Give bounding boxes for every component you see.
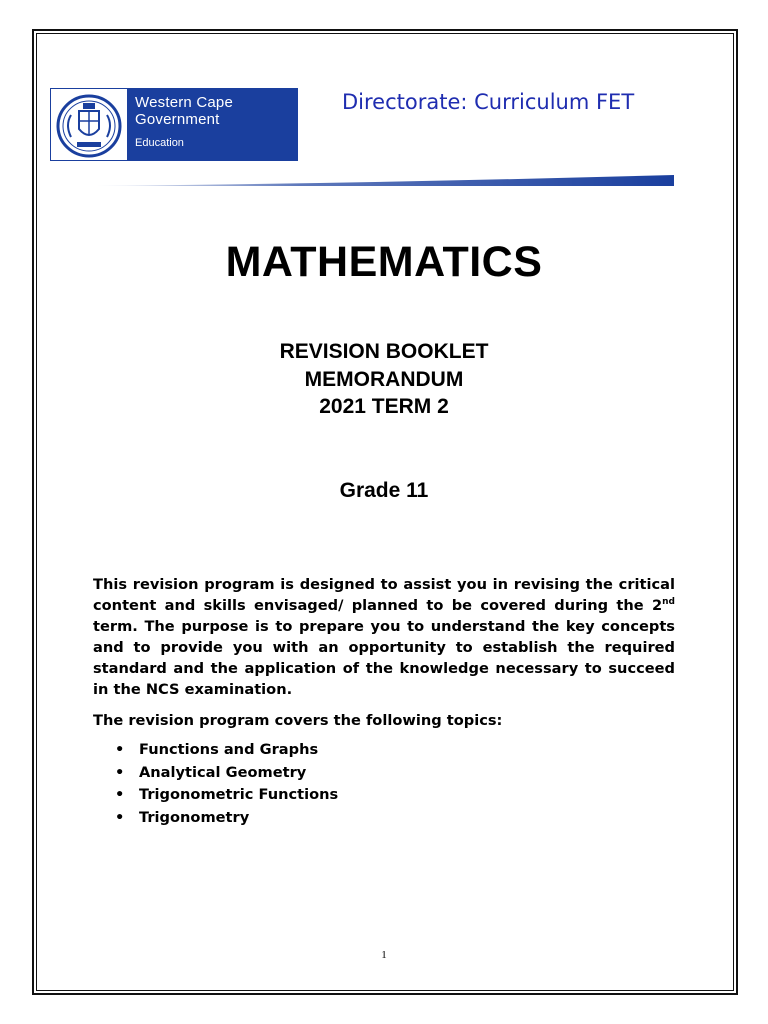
subtitle-revision-booklet: REVISION BOOKLET (279, 340, 489, 363)
topic-label: Functions and Graphs (139, 741, 319, 758)
bullet-icon: • (115, 741, 125, 758)
topic-label: Analytical Geometry (139, 763, 307, 781)
directorate-heading: Directorate: Curriculum FET (342, 90, 635, 114)
page-number: 1 (381, 949, 387, 961)
header-swoosh-divider (96, 172, 676, 188)
list-item (110, 786, 338, 809)
topic-label: Trigonometry (139, 808, 250, 826)
intro-superscript: nd (662, 597, 675, 608)
subtitle-memorandum: MEMORANDUM (304, 368, 464, 391)
intro-paragraph (93, 574, 675, 700)
bullet-icon: • (115, 808, 125, 826)
subtitle-term: 2021 TERM 2 (319, 395, 449, 418)
logo-line-western-cape: Western Cape (135, 94, 234, 111)
coat-of-arms-icon (50, 88, 128, 161)
bullet-icon: • (115, 763, 125, 781)
list-item (110, 764, 338, 787)
bullet-icon: • (115, 786, 125, 803)
topics-list (110, 741, 338, 831)
topics-intro: The revision program covers the following topics: (93, 712, 503, 729)
intro-text-part1: This revision program is designed to assist you in revising the critical content and skills envisaged/ planned to be covered during the 2 (93, 576, 675, 614)
document-title: MATHEMATICS (225, 238, 543, 286)
logo-line-education: Education (135, 137, 184, 149)
logo-text (135, 94, 233, 149)
list-item (110, 809, 338, 832)
list-item (110, 741, 338, 764)
western-cape-government-logo (50, 88, 298, 161)
logo-line-government: Government (135, 111, 220, 128)
topic-label: Trigonometric Functions (139, 786, 339, 803)
intro-text-part2: term. The purpose is to prepare you to understand the key concepts and to provide you with an opportunity to establish the required standard and the application of the knowledge necessary to succeed in the NCS examination. (93, 618, 675, 698)
grade-label: Grade 11 (339, 479, 429, 502)
